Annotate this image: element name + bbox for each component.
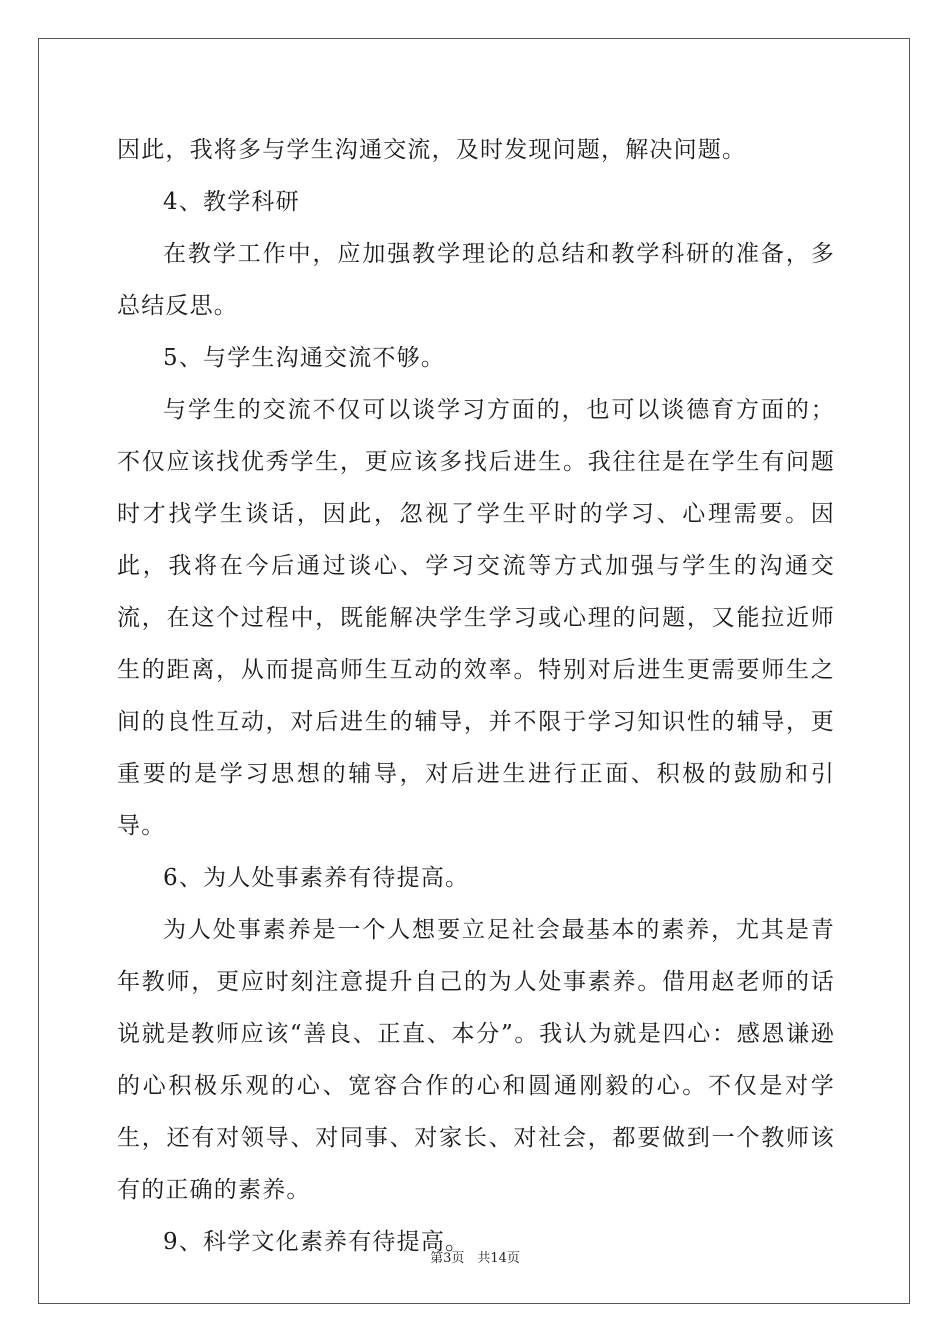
heading-6-conduct: 6、为人处事素养有待提高。 <box>163 865 470 891</box>
paragraph-conduct: 为人处事素养是一个人想要立足社会最基本的素养，尤其是青年教师，更应时刻注意提升自己的为人处事素养。借用赵老师的话说就是教师应该“善良、正直、本分”。我认为就是四心：感恩谦逊的心积极乐观的心、宽容合作的心和圆通刚毅的心。不仅是对学生，还有对领导、对同事、对家长、对社会，都要做到一个教师该有的正确的素养。 <box>117 917 835 1203</box>
page-number: 第3页 共14页 <box>430 1251 520 1266</box>
paragraph-teaching-research: 在教学工作中，应加强教学理论的总结和教学科研的准备，多总结反思。 <box>117 241 835 319</box>
heading-5-communication: 5、与学生沟通交流不够。 <box>163 345 446 371</box>
page-footer <box>0 1247 950 1266</box>
document-body <box>117 124 835 1268</box>
paragraph-communication: 与学生的交流不仅可以谈学习方面的，也可以谈德育方面的；不仅应该找优秀学生，更应该多找后进生。我往往是在学生有问题时才找学生谈话，因此，忽视了学生平时的学习、心理需要。因此，我将在今后通过谈心、学习交流等方式加强与学生的沟通交流，在这个过程中，既能解决学生学习或心理的问题，又能拉近师生的距离，从而提高师生互动的效率。特别对后进生更需要师生之间的良性互动，对后进生的辅导，并不限于学习知识性的辅导，更重要的是学习思想的辅导，对后进生进行正面、积极的鼓励和引导。 <box>117 397 835 839</box>
heading-4-teaching-research: 4、教学科研 <box>163 189 300 215</box>
heading-9-culture: 9、科学文化素养有待提高。 <box>163 1229 470 1255</box>
paragraph-1: 因此，我将多与学生沟通交流，及时发现问题，解决问题。 <box>117 137 747 163</box>
